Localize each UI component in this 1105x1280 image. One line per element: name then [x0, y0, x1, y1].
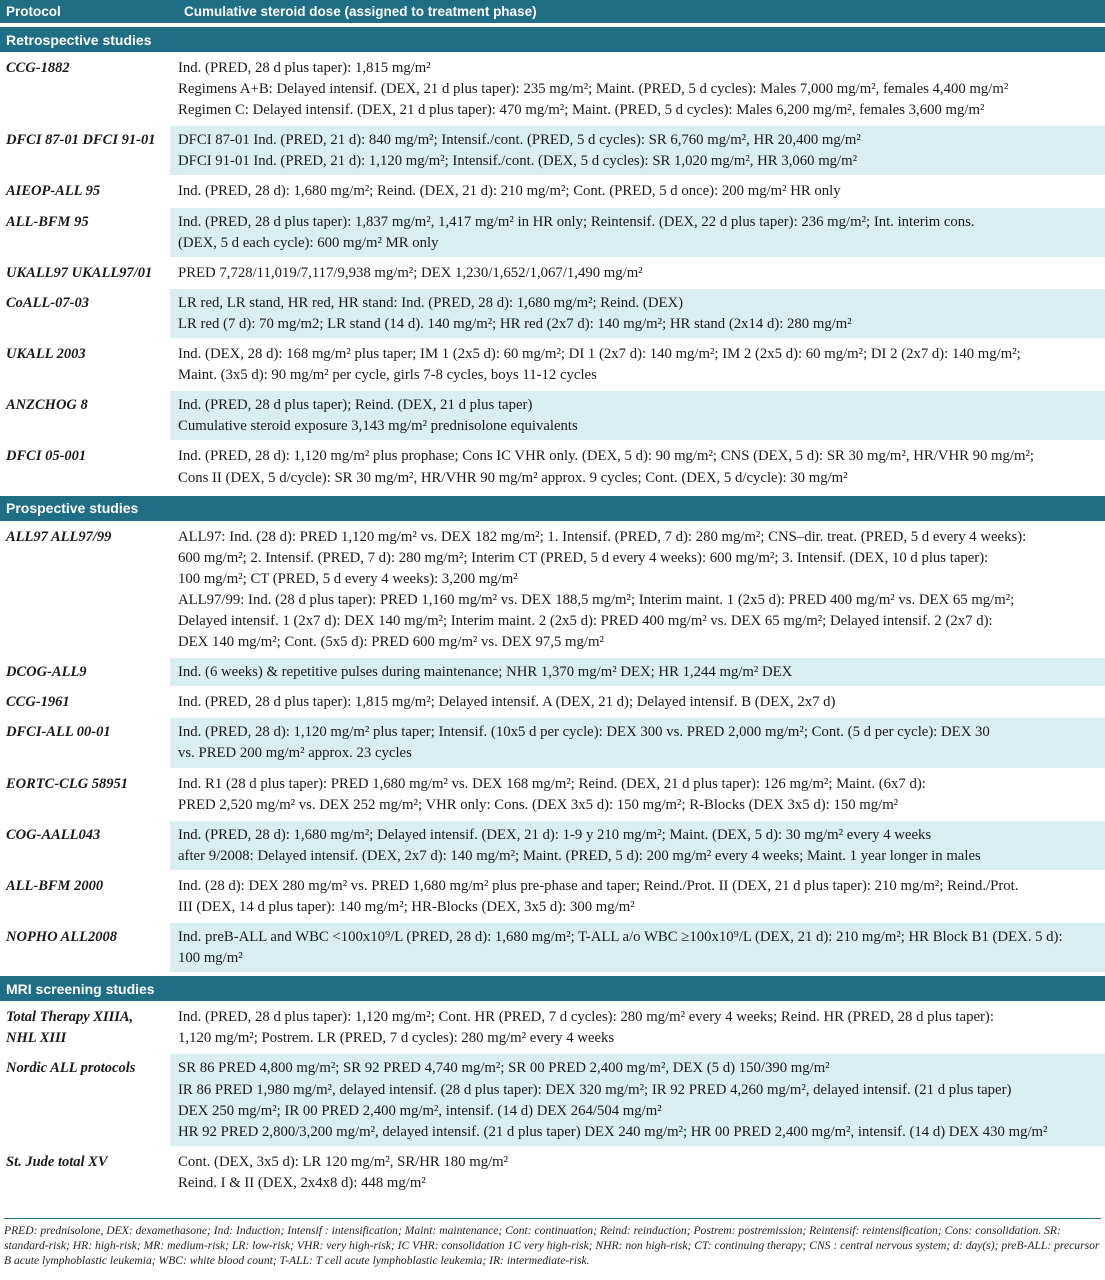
dose-cell	[170, 208, 1105, 257]
section-header: MRI screening studies	[0, 974, 1105, 1003]
dose-cell	[170, 442, 1105, 491]
dose-line: Maint. (3x5 d): 90 mg/m² per cycle, girls 7-8 cycles, boys 11-12 cycles	[178, 367, 597, 384]
dose-cell	[170, 658, 1105, 686]
dose-line: PRED 2,520 mg/m² vs. DEX 252 mg/m²; VHR only: Cons. (DEX 3x5 d): 150 mg/m²; R-Blocks (DEX 3x5 d): 150 mg/m²	[178, 796, 899, 813]
dose-line: IR 86 PRED 1,980 mg/m², delayed intensif. (28 d plus taper): DEX 320 mg/m²; IR 92 PRED 4,260 mg/m², delayed intensif. (21 d plus taper)	[178, 1081, 1012, 1098]
dose-cell	[170, 340, 1105, 389]
table-row	[0, 688, 1105, 718]
dose-line: ALL97/99: Ind. (28 d plus taper): PRED 1,160 mg/m² vs. DEX 188,5 mg/m²; Interim maint. 1 (2x5 d): PRED 400 mg/m² vs. DEX 65 mg/m²;	[178, 591, 1015, 608]
dose-cell	[170, 259, 1105, 287]
dose-line: Ind. (PRED, 28 d plus taper): 1,837 mg/m², 1,417 mg/m² in HR only; Reintensif. (DEX, 22 d plus taper): 236 mg/m²; Int. interim cons.	[178, 213, 975, 230]
protocol-cell: CCG-1882	[0, 54, 170, 124]
protocol-cell: ANZCHOG 8	[0, 391, 170, 440]
dose-cell	[170, 1148, 1105, 1197]
protocol-cell: COG-AALL043	[0, 821, 170, 870]
table-row	[0, 340, 1105, 391]
table-row	[0, 1003, 1105, 1054]
dose-line: 600 mg/m²; 2. Intensif. (PRED, 7 d): 280 mg/m²; Interim CT (PRED, 5 d every 4 weeks): 600 mg/m²; 3. Intensif. (DEX, 10 d plus taper):	[178, 549, 989, 566]
protocol-cell: UKALL 2003	[0, 340, 170, 389]
dose-line: DFCI 87-01 Ind. (PRED, 21 d): 840 mg/m²; Intensif./cont. (PRED, 5 d cycles): SR 6,760 mg/m², HR 20,400 mg/m²	[178, 132, 861, 149]
table-row	[0, 923, 1105, 974]
dose-cell	[170, 821, 1105, 870]
dose-cell	[170, 54, 1105, 124]
protocol-cell: ALL-BFM 2000	[0, 872, 170, 921]
protocol-cell: Nordic ALL protocols	[0, 1054, 170, 1145]
table-row	[0, 770, 1105, 821]
table-header	[0, 0, 1105, 25]
dose-line: III (DEX, 14 d plus taper): 140 mg/m²; HR-Blocks (DEX, 3x5 d): 300 mg/m²	[178, 899, 635, 915]
dose-cell	[170, 718, 1105, 767]
table-row	[0, 658, 1105, 688]
dose-line: Cumulative steroid exposure 3,143 mg/m² prednisolone equivalents	[178, 418, 578, 435]
table-row	[0, 259, 1105, 289]
dose-line: after 9/2008: Delayed intensif. (DEX, 2x7 d): 140 mg/m²; Maint. (PRED, 5 d): 200 mg/m² every 4 weeks; Maint. 1 year longer in males	[178, 847, 981, 864]
dose-line: Ind. (PRED, 28 d plus taper): 1,120 mg/m²; Cont. HR (PRED, 7 d cycles): 280 mg/m² every 4 weeks; Reind. HR (PRED, 28 d plus taper):	[178, 1009, 994, 1026]
dose-line: Ind. (PRED, 28 d plus taper): 1,815 mg/m²	[178, 60, 431, 76]
dose-line: DEX 250 mg/m²; IR 00 PRED 2,400 mg/m², intensif. (14 d) DEX 264/504 mg/m²	[178, 1102, 662, 1119]
section-header: Retrospective studies	[0, 25, 1105, 54]
dose-cell	[170, 770, 1105, 819]
table-row	[0, 442, 1105, 493]
table-body	[0, 25, 1105, 1199]
dose-line: Ind. (DEX, 28 d): 168 mg/m² plus taper; IM 1 (2x5 d): 60 mg/m²; DI 1 (2x7 d): 140 mg/m²; IM 2 (2x5 d): 60 mg/m²; DI 2 (2x7 d): 140 mg/m²;	[178, 346, 1021, 363]
table-row	[0, 208, 1105, 259]
dose-cell	[170, 923, 1105, 972]
protocol-cell: St. Jude total XV	[0, 1148, 170, 1197]
dose-line: Ind. preB-ALL and WBC <100x10⁹/L (PRED, 28 d): 1,680 mg/m²; T-ALL a/o WBC ≥100x10⁹/L (DEX, 21 d): 210 mg/m²; HR Block B1 (DEX. 5 d):	[178, 929, 1063, 946]
dose-line: Cons II (DEX, 5 d/cycle): SR 30 mg/m², HR/VHR 90 mg/m² approx. 9 cycles; Cont. (DEX, 5 d/cycle): 30 mg/m²	[178, 469, 848, 486]
dose-cell	[170, 391, 1105, 440]
dose-line: Ind. (PRED, 28 d plus taper); Reind. (DEX, 21 d plus taper)	[178, 397, 533, 414]
dose-line: LR red (7 d): 70 mg/m2; LR stand (14 d). 140 mg/m²; HR red (2x7 d): 140 mg/m²; HR stand (2x14 d): 280 mg/m²	[178, 315, 852, 332]
dose-line: Reind. I & II (DEX, 2x4x8 d): 448 mg/m²	[178, 1174, 426, 1191]
dose-cell	[170, 1054, 1105, 1145]
dose-line: HR 92 PRED 2,800/3,200 mg/m², delayed intensif. (21 d plus taper) DEX 240 mg/m²; HR 00 PRED 2,400 mg/m², intensif. (14 d) DEX 430 mg/m²	[178, 1123, 1048, 1140]
table-row	[0, 1054, 1105, 1147]
table-row	[0, 177, 1105, 207]
dose-line: ALL97: Ind. (28 d): PRED 1,120 mg/m² vs. DEX 182 mg/m²; 1. Intensif. (PRED, 7 d): 280 mg/m²; CNS–dir. treat. (PRED, 5 d every 4 weeks):	[178, 528, 1027, 545]
table-row	[0, 523, 1105, 659]
dose-line: Delayed intensif. 1 (2x7 d): DEX 140 mg/m²; Interim maint. 2 (2x5 d): PRED 400 mg/m² vs. DEX 65 mg/m²; Delayed intensif. 2 (2x7 d):	[178, 612, 993, 629]
dose-line: Ind. (PRED, 28 d): 1,120 mg/m² plus prophase; Cons IC VHR only. (DEX, 5 d): 90 mg/m²; CNS (DEX, 5 d): SR 30 mg/m², HR/VHR 90 mg/m²;	[178, 448, 1034, 465]
dose-line: 100 mg/m²; CT (PRED, 5 d every 4 weeks): 3,200 mg/m²	[178, 570, 518, 587]
dose-line: (DEX, 5 d each cycle): 600 mg/m² MR only	[178, 234, 439, 251]
table-row	[0, 126, 1105, 177]
dose-cell	[170, 289, 1105, 338]
dose-cell	[170, 872, 1105, 921]
protocol-cell: ALL97 ALL97/99	[0, 523, 170, 657]
protocol-cell: AIEOP-ALL 95	[0, 177, 170, 205]
dose-line: Ind. (PRED, 28 d): 1,680 mg/m²; Delayed intensif. (DEX, 21 d): 1-9 y 210 mg/m²; Maint. (DEX, 5 d): 30 mg/m² every 4 weeks	[178, 826, 932, 843]
table-row	[0, 391, 1105, 442]
dose-line: Cont. (DEX, 3x5 d): LR 120 mg/m², SR/HR 180 mg/m²	[178, 1153, 509, 1170]
dose-cell	[170, 126, 1105, 175]
section-header: Prospective studies	[0, 494, 1105, 523]
protocol-cell: DFCI-ALL 00-01	[0, 718, 170, 767]
dose-line: Regimen C: Delayed intensif. (DEX, 21 d plus taper): 470 mg/m²; Maint. (PRED, 5 d cycles): Males 6,200 mg/m², females 3,600 mg/m²	[178, 102, 985, 119]
dose-line: Ind. (PRED, 28 d plus taper): 1,815 mg/m²; Delayed intensif. A (DEX, 21 d); Delayed intensif. B (DEX, 2x7 d)	[178, 694, 836, 711]
dose-line: Ind. (28 d): DEX 280 mg/m² vs. PRED 1,680 mg/m² plus pre-phase and taper; Reind./Prot. II (DEX, 21 d plus taper): 210 mg/m²; Reind./Prot.	[178, 877, 1019, 894]
dose-line: PRED 7,728/11,019/7,117/9,938 mg/m²; DEX 1,230/1,652/1,067/1,490 mg/m²	[178, 264, 643, 281]
table-row	[0, 872, 1105, 923]
dose-line: 100 mg/m²	[178, 950, 243, 967]
dose-line: SR 86 PRED 4,800 mg/m²; SR 92 PRED 4,740 mg/m²; SR 00 PRED 2,400 mg/m², DEX (5 d) 150/390 mg/m²	[178, 1060, 830, 1077]
table-row	[0, 1148, 1105, 1199]
protocol-cell: NOPHO ALL2008	[0, 923, 170, 972]
table-footnote: PRED: prednisolone, DEX: dexamethasone; Ind: Induction; Intensif : intensification; Maint: maintenance; Cont: continuation; Reind: reinduction; Postrem: postremission; Reintensif: reintensification; Cons: consolidation. SR: standard-risk; HR: high-risk; MR: medium-risk; LR: low-risk; VHR: very high-risk; IC VHR: consolidation 1C very high-risk; NHR: non high-risk; CT: continuing therapy; CNS : central nervous system; d: day(s); preB-ALL: precursor B acute lymphoblastic leukemia; WBC: white blood count; T-ALL: T cell acute lymphoblastic leukemia; IR: intermediate-risk.	[4, 1218, 1101, 1268]
protocol-cell: UKALL97 UKALL97/01	[0, 259, 170, 287]
dose-line: Ind. (6 weeks) & repetitive pulses during maintenance; NHR 1,370 mg/m² DEX; HR 1,244 mg/m² DEX	[178, 664, 793, 681]
dose-line: DEX 140 mg/m²; Cont. (5x5 d): PRED 600 mg/m² vs. DEX 97,5 mg/m²	[178, 634, 604, 651]
header-protocol: Protocol	[6, 4, 61, 19]
protocol-cell: DCOG-ALL9	[0, 658, 170, 686]
protocol-cell: ALL-BFM 95	[0, 208, 170, 257]
table-row	[0, 718, 1105, 769]
dose-cell	[170, 688, 1105, 716]
dose-line: Ind. (PRED, 28 d): 1,120 mg/m² plus taper; Intensif. (10x5 d per cycle): DEX 300 vs. PRED 2,000 mg/m²; Cont. (5 d per cycle): DEX 30	[178, 724, 990, 741]
protocol-cell: DFCI 87-01 DFCI 91-01	[0, 126, 170, 175]
protocol-cell: EORTC-CLG 58951	[0, 770, 170, 819]
dose-line: Regimens A+B: Delayed intensif. (DEX, 21 d plus taper): 235 mg/m²; Maint. (PRED, 5 d cycles): Males 7,000 mg/m², females 4,400 mg/m²	[178, 81, 1009, 98]
dose-line: DFCI 91-01 Ind. (PRED, 21 d): 1,120 mg/m²; Intensif./cont. (DEX, 5 d cycles): SR 1,020 mg/m², HR 3,060 mg/m²	[178, 153, 858, 170]
table-row	[0, 821, 1105, 872]
protocol-cell: Total Therapy XIIIA, NHL XIII	[0, 1003, 170, 1052]
dose-cell	[170, 177, 1105, 205]
header-dose: Cumulative steroid dose (assigned to treatment phase)	[184, 4, 537, 19]
dose-line: vs. PRED 200 mg/m² approx. 23 cycles	[178, 745, 412, 762]
dose-cell	[170, 1003, 1105, 1052]
dose-line: 1,120 mg/m²; Postrem. LR (PRED, 7 d cycles): 280 mg/m² every 4 weeks	[178, 1030, 615, 1047]
table-row	[0, 289, 1105, 340]
dose-cell	[170, 523, 1105, 657]
dose-line: LR red, LR stand, HR red, HR stand: Ind. (PRED, 28 d): 1,680 mg/m²; Reind. (DEX)	[178, 294, 684, 311]
protocol-cell: CCG-1961	[0, 688, 170, 716]
protocol-cell: CoALL-07-03	[0, 289, 170, 338]
dose-line: Ind. (PRED, 28 d): 1,680 mg/m²; Reind. (DEX, 21 d): 210 mg/m²; Cont. (PRED, 5 d once): 200 mg/m² HR only	[178, 183, 841, 200]
dose-line: Ind. R1 (28 d plus taper): PRED 1,680 mg/m² vs. DEX 168 mg/m²; Reind. (DEX, 21 d plus taper): 126 mg/m²; Maint. (6x7 d):	[178, 775, 926, 792]
table-row	[0, 54, 1105, 126]
protocol-cell: DFCI 05-001	[0, 442, 170, 491]
